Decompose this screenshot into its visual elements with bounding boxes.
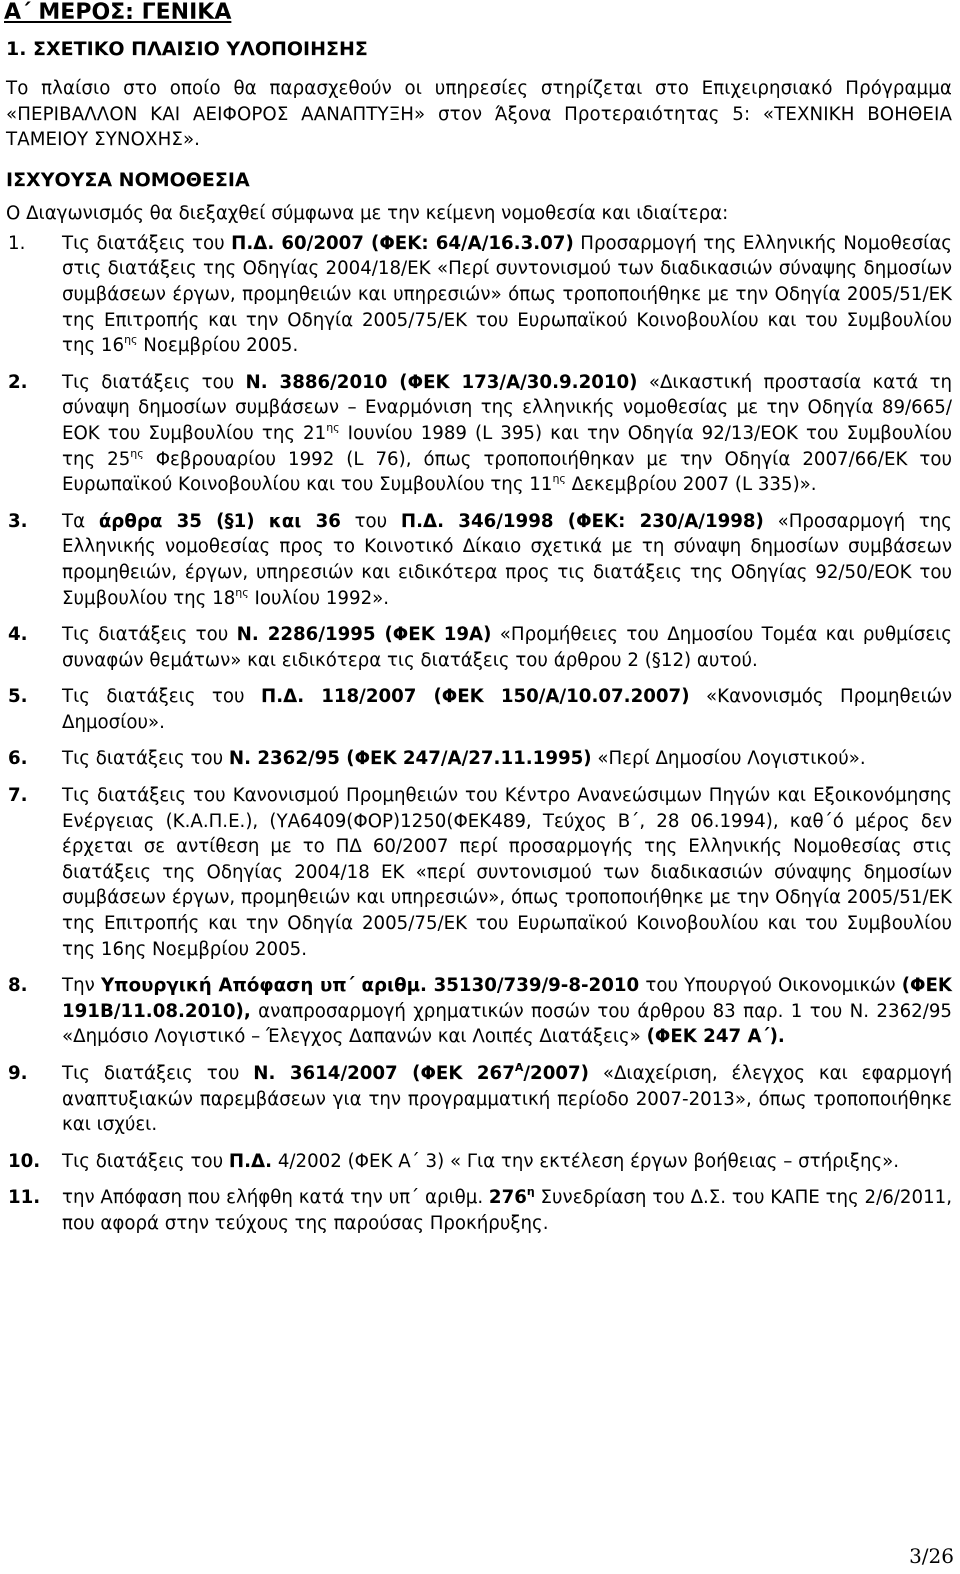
item-text: «Δικαστική προστασία κατά τη σύναψη δημοσίων συμβάσεων – Εναρμόνιση της ελληνικής νομοθεσίας με την Οδηγία 89/665/ΕΟΚ του Συμβουλίου της 21 — [62, 371, 952, 444]
item-text: του Υπουργού Οικονομικών — [639, 975, 902, 997]
item-text: Τις διατάξεις του — [62, 232, 232, 254]
item-text: Τις διατάξεις του — [62, 1150, 229, 1172]
item-text: του — [340, 510, 401, 532]
item-text: Τις διατάξεις του — [62, 748, 229, 770]
item-text: Ιουλίου 1992». — [248, 587, 390, 609]
law-item-4 — [4, 622, 952, 673]
item-reference: Π.Δ. — [228, 1150, 273, 1172]
legislation-heading: ΙΣΧΥΟΥΣΑ ΝΟΜΟΘΕΣΙΑ — [6, 168, 250, 191]
item-reference: Ν. 3614/2007 (ΦΕΚ 267 — [253, 1063, 515, 1084]
law-item-10 — [4, 1149, 952, 1175]
law-item-9 — [4, 1061, 952, 1138]
item-text: «Προσαρμογή της Ελληνικής νομοθεσίας προς το Κοινοτικό Δίκαιο σχετικά με τη σύναψη δημοσίων συμβάσεων προμηθειών, έργων, υπηρεσιών και ειδικότερα προς τις διατάξεις της Οδηγίας 92/50/ΕΟΚ του Συμβουλίου της 18 — [62, 510, 952, 609]
ordinal-suffix: ης — [552, 472, 566, 486]
law-item-6 — [4, 746, 952, 772]
item-number: 3. — [8, 510, 28, 532]
superscript-letter: Α — [514, 1061, 524, 1074]
item-reference: (ΦΕΚ 247 Α΄). — [646, 1026, 785, 1048]
item-number: 2. — [8, 371, 28, 393]
item-reference: Ν. 2286/1995 (ΦΕΚ 19Α) — [236, 624, 492, 646]
section-title: 1. ΣΧΕΤΙΚΟ ΠΛΑΙΣΙΟ ΥΛΟΠΟΙΗΣΗΣ — [6, 38, 368, 60]
item-reference: Ν. 3886/2010 (ΦΕΚ 173/Α/30.9.2010) — [245, 371, 638, 393]
law-item-8 — [4, 973, 952, 1050]
item-text: Τα — [62, 510, 99, 532]
legislation-list — [4, 231, 952, 1237]
law-item-11 — [4, 1185, 952, 1236]
law-item-1 — [4, 231, 952, 359]
ordinal-suffix: ης — [130, 446, 144, 460]
item-number: 10. — [8, 1150, 41, 1172]
item-text: Τις διατάξεις του Κανονισμού Προμηθειών του Κέντρο Ανανεώσιμων Πηγών και Εξοικονόμησης Ενέργειας (Κ.Α.Π.Ε.), (ΥΑ6409(ΦΟΡ)1250(ΦΕΚ489, Τεύχος Β΄, 28 06.1994), καθ΄ό μέρος δεν έρχεται σε αντίθεση με το ΠΔ 60/2007 περί προσαρμογής της Ελληνικής Νομοθεσίας στις διατάξεις της Οδηγίας 2004/18 ΕΚ «περί συντονισμού των διαδικασιών σύναψης δημοσίων συμβάσεων έργων, προμηθειών και υπηρεσιών», όπως τροποποιήθηκε με την Οδηγία 2005/51/ΕΚ της Επιτροπής και την Οδηγία 2005/75/ΕΚ του Ευρωπαϊκού Κοινοβουλίου και του Συμβουλίου της 16ης Νοεμβρίου 2005. — [62, 785, 952, 960]
item-text: Νοεμβρίου 2005. — [137, 335, 299, 357]
item-number: 9. — [8, 1063, 28, 1084]
legislation-intro: Ο Διαγωνισμός θα διεξαχθεί σύμφωνα με την κείμενη νομοθεσία και ιδιαίτερα: — [6, 202, 729, 224]
item-number: 5. — [8, 686, 28, 708]
item-text: 4/2002 (ΦΕΚ Α΄ 3) « Για την εκτέλεση έργων βοήθειας – στήριξης». — [272, 1150, 900, 1172]
ordinal-suffix: ης — [235, 585, 249, 599]
law-item-3 — [4, 509, 952, 611]
item-number: 7. — [8, 785, 28, 807]
item-text: Την — [62, 975, 102, 997]
item-text: αναπροσαρμογή χρηματικών ποσών του άρθρου 83 παρ. 1 του Ν. 2362/95 «Δημόσιο Λογιστικό – Έλεγχος Δαπανών και Λοιπές Διατάξεις» — [62, 1000, 952, 1048]
item-text: «Διαχείριση, έλεγχος και εφαρμογή αναπτυξιακών παρεμβάσεων για την προγραμματική περίοδο 2007-2013», όπως τροποποιήθηκε και ισχύει. — [62, 1063, 953, 1136]
item-reference: Π.Δ. 60/2007 (ΦΕΚ: 64/Α/16.3.07) — [231, 232, 574, 254]
item-text: Δεκεμβρίου 2007 (L 335)». — [565, 474, 817, 496]
item-text: Τις διατάξεις του — [62, 371, 246, 393]
law-item-5 — [4, 684, 952, 735]
ordinal-suffix: ης — [326, 420, 340, 434]
item-text: Τις διατάξεις του — [62, 624, 237, 646]
item-number: 1. — [8, 232, 26, 254]
item-reference: 276 — [488, 1187, 527, 1209]
item-reference: /2007) — [523, 1063, 589, 1084]
item-reference: (ΦΕΚ 191Β/11.08.2010), — [62, 975, 953, 1022]
item-text: Φεβρουαρίου 1992 (L 76), όπως τροποποιήθηκαν με την Οδηγία 2007/66/ΕΚ του Ευρωπαϊκού Κοινοβουλίου και του Συμβουλίου της 11 — [62, 448, 953, 496]
item-number: 8. — [8, 975, 28, 997]
item-text: Συνεδρίαση του Δ.Σ. του ΚΑΠΕ της 2/6/2011, που αφορά στην τεύχους της παρούσας Προκήρυξης. — [62, 1187, 952, 1234]
item-number: 6. — [8, 748, 28, 770]
page-number: 3/26 — [909, 1544, 954, 1568]
law-item-7 — [4, 783, 952, 962]
item-reference: Ν. 2362/95 (ΦΕΚ 247/Α/27.11.1995) — [228, 748, 592, 770]
item-text: την Απόφαση που ελήφθη κατά την υπ΄ αριθμ. — [62, 1187, 489, 1209]
ordinal-suffix: η — [526, 1185, 535, 1199]
item-text: «Κανονισμός Προμηθειών Δημοσίου». — [62, 686, 952, 733]
item-text: «Περί Δημοσίου Λογιστικού». — [591, 748, 866, 770]
item-text: Τις διατάξεις του — [62, 686, 262, 708]
item-number: 11. — [8, 1187, 41, 1209]
ordinal-suffix: ης — [124, 333, 138, 347]
item-reference: Π.Δ. 118/2007 (ΦΕΚ 150/Α/10.07.2007) — [261, 686, 690, 708]
item-text: Προσαρμογή της Ελληνικής Νομοθεσίας στις διατάξεις της Οδηγίας 2004/18/ΕΚ «Περί συντονισμού των διαδικασιών σύναψης δημοσίων συμβάσεων έργων, προμηθειών και υπηρεσιών» όπως τροποποιήθηκε με την Οδηγία 2005/51/ΕΚ της Επιτροπής και την Οδηγία 2005/75/ΕΚ του Ευρωπαϊκού Κοινοβουλίου και του Συμβουλίου της 16 — [62, 232, 952, 357]
item-reference: άρθρα 35 (§1) και 36 — [98, 510, 341, 532]
item-text: Ιουνίου 1989 (L 395) και την Οδηγία 92/13/ΕΟΚ του Συμβουλίου της 25 — [62, 422, 952, 470]
item-reference: Υπουργική Απόφαση υπ΄ αριθμ. 35130/739/9-8-2010 — [101, 975, 640, 997]
item-text: Τις διατάξεις του — [62, 1063, 254, 1084]
law-item-2 — [4, 370, 952, 498]
part-title: Α΄ ΜΕΡΟΣ: ΓΕΝΙΚΑ — [4, 0, 232, 25]
item-text: «Προμήθειες του Δημοσίου Τομέα και ρυθμίσεις συναφών θεμάτων» και ειδικότερα τις διατάξεις του άρθρου 2 (§12) αυτού. — [62, 624, 952, 671]
item-number: 4. — [8, 624, 28, 646]
item-reference: Π.Δ. 346/1998 (ΦΕΚ: 230/Α/1998) — [400, 510, 764, 532]
intro-paragraph: Το πλαίσιο στο οποίο θα παρασχεθούν οι υπηρεσίες στηρίζεται στο Επιχειρησιακό Πρόγραμμα «ΠΕΡΙΒΑΛΛΟΝ ΚΑΙ ΑΕΙΦΟΡΟΣ ΑΑΝΑΠΤΥΞΗ» στον Άξονα Προτεραιότητας 5: «ΤΕΧΝΙΚΗ ΒΟΗΘΕΙΑ ΤΑΜΕΙΟΥ ΣΥΝΟΧΗΣ». — [6, 78, 952, 151]
